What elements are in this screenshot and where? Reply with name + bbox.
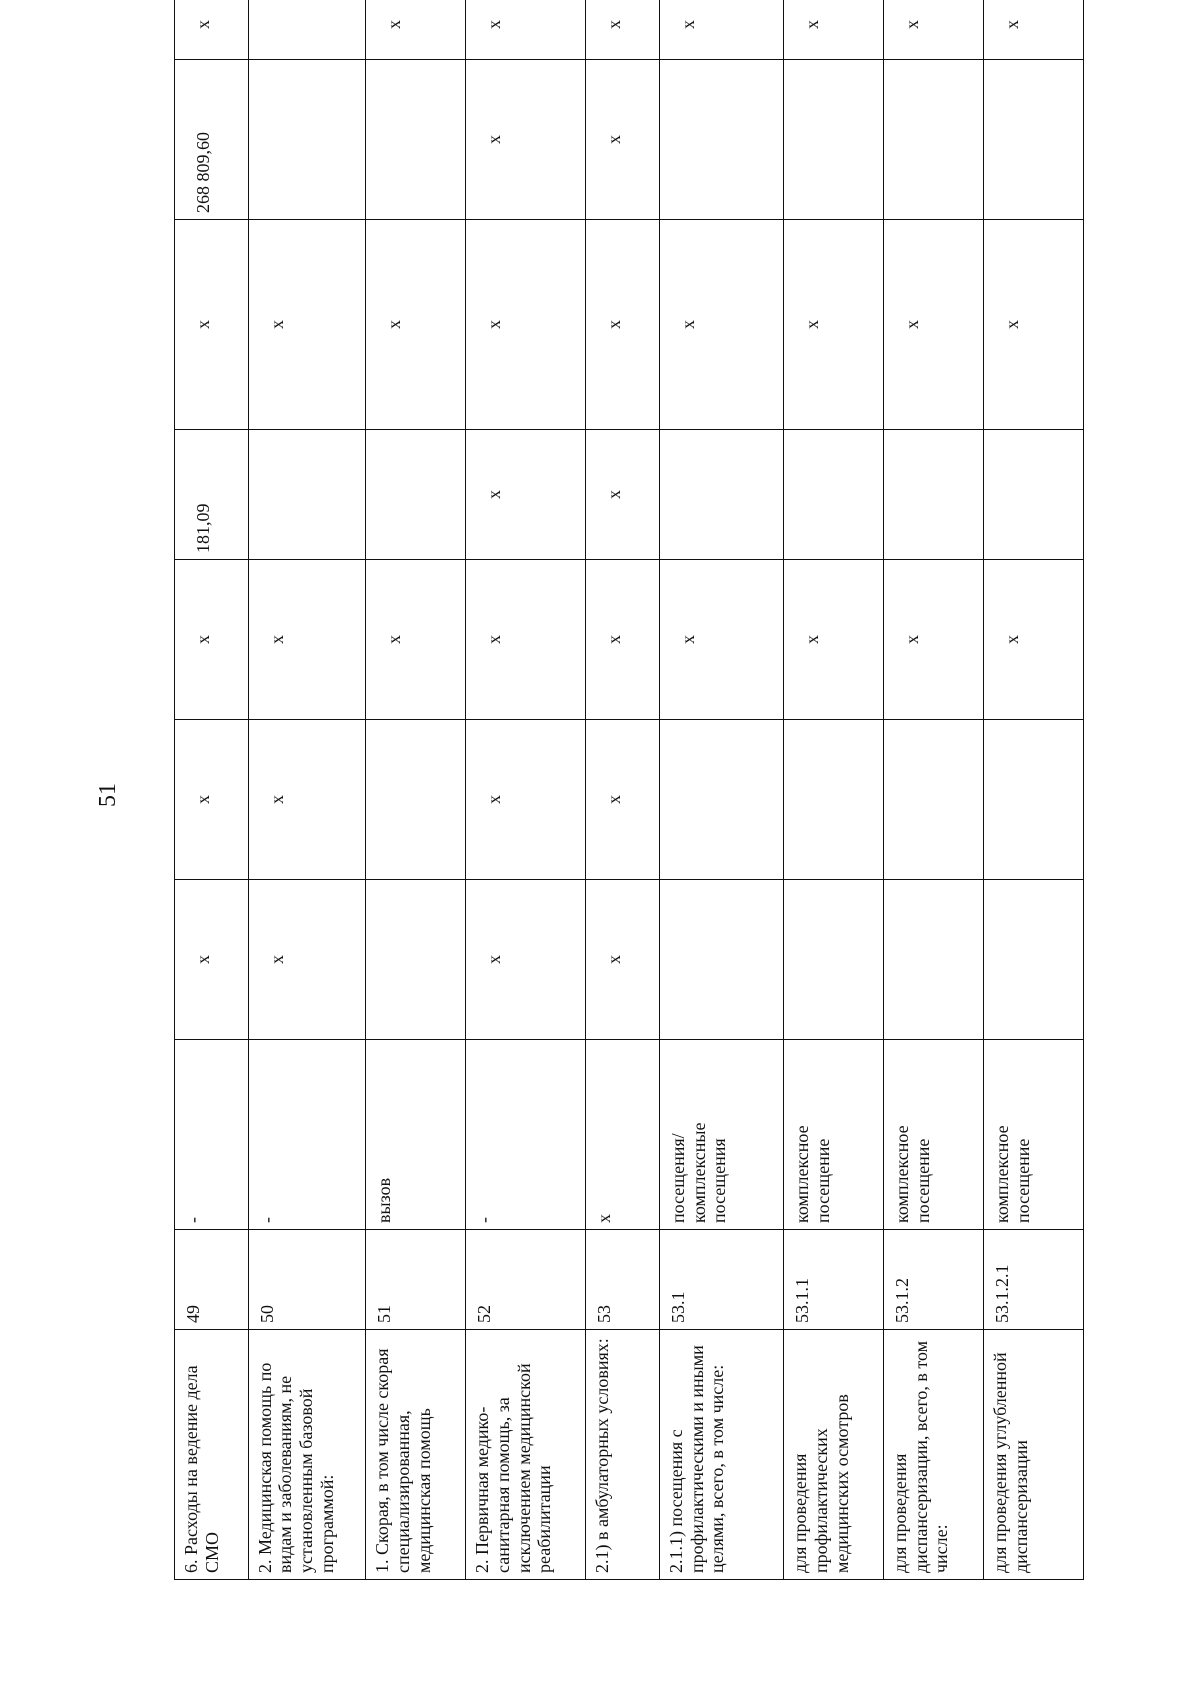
row-code-cell: 53.1.2 [884,1230,984,1330]
value-cell-col-7: х [984,0,1084,60]
row-name-cell: 2. Медицинская помощь по видам и заболеваниям, не установленным базовой программой: [248,1330,366,1580]
value-cell-col-7 [248,0,366,60]
value-cell-col-1 [659,880,783,1040]
row-name-cell: для проведения профилактических медицинских осмотров [784,1330,884,1580]
table-body [175,0,1084,1580]
value-cell-col-6 [659,60,783,220]
value-cell-col-3: х [586,560,660,720]
value-cell-col-1 [984,880,1084,1040]
value-cell-col-3: х [659,560,783,720]
value-cell-col-4: х [586,430,660,560]
row-name-cell: 1. Скорая, в том числе скорая специализированная, медицинская помощь [366,1330,466,1580]
value-cell-col-1: х [248,880,366,1040]
value-cell-col-2: х [586,720,660,880]
value-cell-col-6 [784,60,884,220]
cost-table [174,0,1084,1580]
value-cell-col-2 [784,720,884,880]
value-cell-col-2 [884,720,984,880]
value-cell-col-7: х [784,0,884,60]
row-code-cell: 51 [366,1230,466,1330]
table-row [659,0,783,1580]
row-unit-cell: комплексное посещение [784,1040,884,1230]
value-cell-col-7: х [884,0,984,60]
row-name-cell: 2. Первичная медико-санитарная помощь, за исключением медицинской реабилитации [466,1330,586,1580]
value-cell-col-5: х [175,220,249,430]
value-cell-col-6 [366,60,466,220]
value-cell-col-2 [659,720,783,880]
value-cell-col-1: х [466,880,586,1040]
value-cell-col-3: х [984,560,1084,720]
table-row [248,0,366,1580]
table-row [586,0,660,1580]
value-cell-col-5: х [586,220,660,430]
value-cell-col-2: х [248,720,366,880]
row-name-cell: для проведения диспансеризации, всего, в том числе: [884,1330,984,1580]
row-unit-cell: - [175,1040,249,1230]
table-row [884,0,984,1580]
row-code-cell: 53 [586,1230,660,1330]
landscape-page [174,20,1084,1580]
table-row [984,0,1084,1580]
value-cell-col-1 [366,880,466,1040]
value-cell-col-5: х [984,220,1084,430]
value-cell-col-3: х [784,560,884,720]
value-cell-col-6: х [466,60,586,220]
row-code-cell: 53.1.2.1 [984,1230,1084,1330]
value-cell-col-4 [884,430,984,560]
value-cell-col-7: х [586,0,660,60]
row-code-cell: 52 [466,1230,586,1330]
row-code-cell: 53.1 [659,1230,783,1330]
value-cell-col-4: 181,09 [175,430,249,560]
row-unit-cell: - [248,1040,366,1230]
value-cell-col-3: х [366,560,466,720]
table-row [366,0,466,1580]
value-cell-col-1: х [175,880,249,1040]
value-cell-col-5: х [466,220,586,430]
row-unit-cell: вызов [366,1040,466,1230]
page-number: 51 [95,783,121,807]
value-cell-col-7: х [659,0,783,60]
value-cell-col-5: х [659,220,783,430]
row-unit-cell: комплексное посещение [884,1040,984,1230]
value-cell-col-4 [784,430,884,560]
row-code-cell: 49 [175,1230,249,1330]
value-cell-col-4: х [466,430,586,560]
value-cell-col-3: х [884,560,984,720]
row-unit-cell: - [466,1040,586,1230]
value-cell-col-5: х [366,220,466,430]
value-cell-col-6: 268 809,60 [175,60,249,220]
value-cell-col-5: х [884,220,984,430]
value-cell-col-1 [884,880,984,1040]
value-cell-col-3: х [466,560,586,720]
row-name-cell: для проведения углубленной диспансеризации [984,1330,1084,1580]
value-cell-col-3: х [248,560,366,720]
value-cell-col-6: х [586,60,660,220]
value-cell-col-7: х [175,0,249,60]
row-name-cell: 2.1.1) посещения с профилактическими и иными целями, всего, в том числе: [659,1330,783,1580]
row-name-cell: 2.1) в амбулаторных условиях: [586,1330,660,1580]
value-cell-col-6 [884,60,984,220]
value-cell-col-6 [984,60,1084,220]
value-cell-col-4 [659,430,783,560]
value-cell-col-7: х [466,0,586,60]
row-code-cell: 50 [248,1230,366,1330]
value-cell-col-4 [366,430,466,560]
table-row [784,0,884,1580]
row-unit-cell: х [586,1040,660,1230]
table-row [175,0,249,1580]
row-name-cell: 6. Расходы на ведение дела СМО [175,1330,249,1580]
value-cell-col-4 [248,430,366,560]
value-cell-col-1: х [586,880,660,1040]
value-cell-col-2: х [175,720,249,880]
value-cell-col-7: х [366,0,466,60]
table-row [466,0,586,1580]
row-unit-cell: посещения/комплексные посещения [659,1040,783,1230]
value-cell-col-2 [366,720,466,880]
rotated-table-wrapper [174,20,1084,1580]
value-cell-col-3: х [175,560,249,720]
value-cell-col-5: х [784,220,884,430]
row-code-cell: 53.1.1 [784,1230,884,1330]
value-cell-col-5: х [248,220,366,430]
value-cell-col-4 [984,430,1084,560]
row-unit-cell: комплексное посещение [984,1040,1084,1230]
value-cell-col-6 [248,60,366,220]
value-cell-col-2 [984,720,1084,880]
value-cell-col-2: х [466,720,586,880]
value-cell-col-1 [784,880,884,1040]
